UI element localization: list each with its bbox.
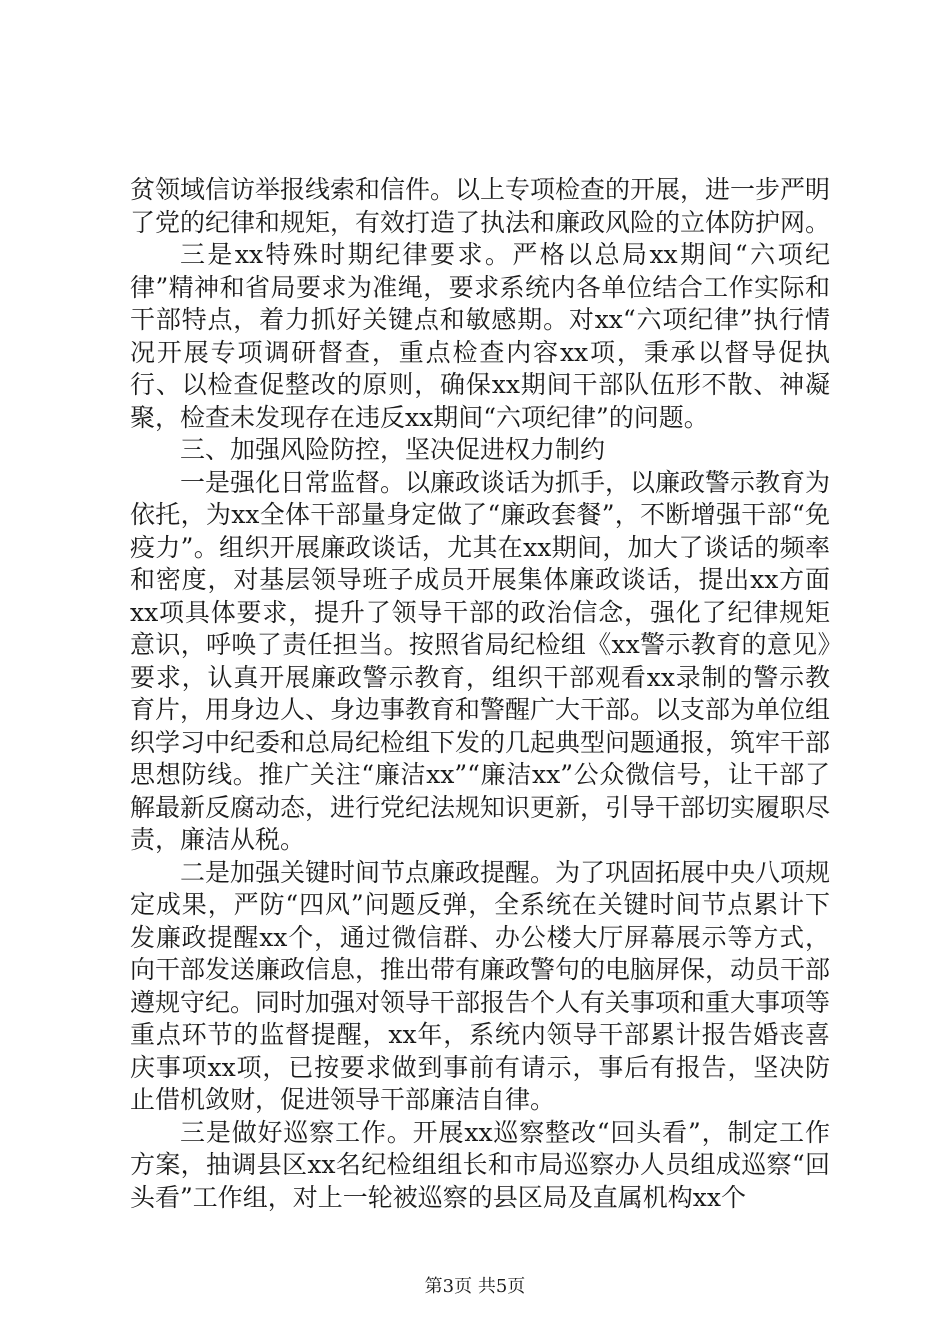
section-heading: 三、加强风险防控，坚决促进权力制约 <box>180 435 606 464</box>
document-body <box>130 174 830 1214</box>
paragraph: 一是强化日常监督。以廉政谈话为抓手，以廉政警示教育为依托，为xx全体干部量身定做了“廉政套餐”，不断增强干部“免疫力”。组织开展廉政谈话，尤其在xx期间，加大了谈话的频率和密度，对基层领导班子成员开展集体廉政谈话，提出xx方面xx项具体要求，提升了领导干部的政治信念，强化了纪律规矩意识，呼唤了责任担当。按照省局纪检组《xx警示教育的意见》要求，认真开展廉政警示教育，组织干部观看xx录制的警示教育片，用身边人、身边事教育和警醒广大干部。以支部为单位组织学习中纪委和总局纪检组下发的几起典型问题通报，筑牢干部思想防线。推广关注“廉洁xx”“廉洁xx”公众微信号，让干部了解最新反腐动态，进行党纪法规知识更新，引导干部切实履职尽责，廉洁从税。 <box>130 467 831 854</box>
paragraph: 贫领域信访举报线索和信件。以上专项检查的开展，进一步严明了党的纪律和规矩，有效打造了执法和廉政风险的立体防护网。 <box>130 175 831 237</box>
paragraph: 二是加强关键时间节点廉政提醒。为了巩固拓展中央八项规定成果，严防“四风”问题反弹，全系统在关键时间节点累计下发廉政提醒xx个，通过微信群、办公楼大厅屏幕展示等方式，向干部发送廉政信息，推出带有廉政警句的电脑屏保，动员干部遵规守纪。同时加强对领导干部报告个人有关事项和重大事项等重点环节的监督提醒，xx年，系统内领导干部累计报告婚丧喜庆事项xx项，已按要求做到事前有请示，事后有报告，坚决防止借机敛财，促进领导干部廉洁自律。 <box>130 857 831 1114</box>
paragraph: 三是xx特殊时期纪律要求。严格以总局xx期间“六项纪律”精神和省局要求为准绳，要求系统内各单位结合工作实际和干部特点，着力抓好关键点和敏感期。对xx“六项纪律”执行情况开展专项调研督查，重点检查内容xx项，秉承以督导促执行、以检查促整改的原则，确保xx期间干部队伍形不散、神凝聚，检查未发现存在违反xx期间“六项纪律”的问题。 <box>130 240 830 432</box>
page-footer: 第3页 共5页 <box>424 1276 526 1297</box>
paragraph: 三是做好巡察工作。开展xx巡察整改“回头看”，制定工作方案，抽调县区xx名纪检组组长和市局巡察办人员组成巡察“回头看”工作组，对上一轮被巡察的县区局及直属机构xx个 <box>130 1117 830 1212</box>
